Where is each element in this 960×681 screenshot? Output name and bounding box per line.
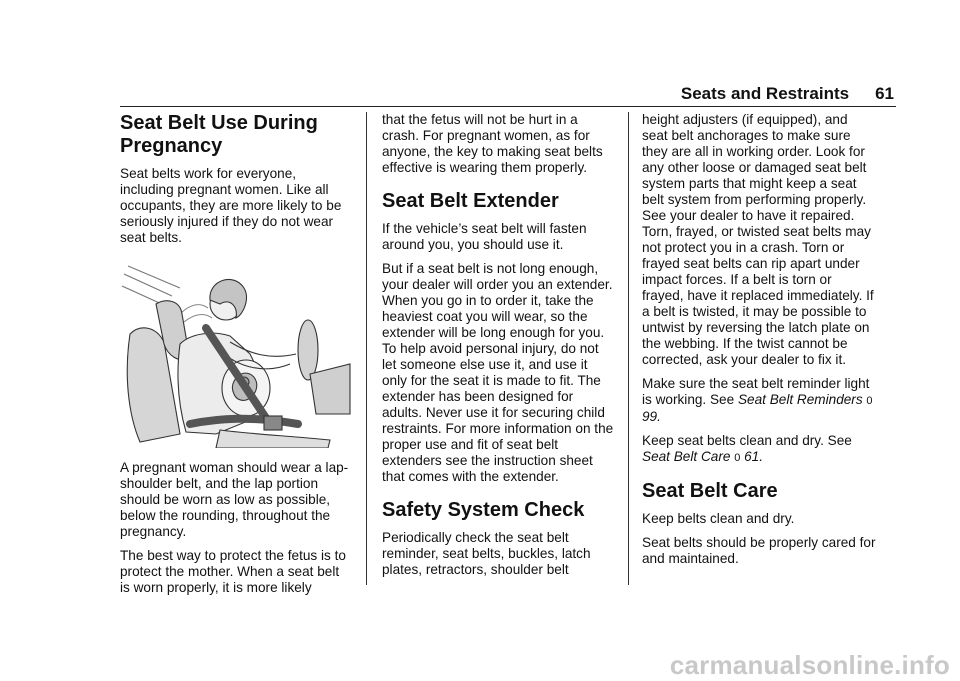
- xref-label: Seat Belt Care: [642, 449, 731, 464]
- heading-seat-belt-care: Seat Belt Care: [642, 480, 778, 502]
- page-ref-icon: 0: [734, 452, 741, 464]
- column-divider: [366, 112, 367, 585]
- paragraph: Periodically check the seat belt reminder, seat belts, buckles, latch plates, retractors, shoulder belt: [382, 530, 591, 577]
- paragraph: But if a seat belt is not long enough, your dealer will order you an extender. When you go in to order it, take the heaviest coat you will wear, so the extender will be long enough for you. To help avoid personal injury, do not let someone else use it, and use it only for the seat it is made to fit. The extender has been designed for adults. Never use it for securing child restraints. For more information on the proper use and fit of seat belt extenders see the instruction sheet that comes with the extender.: [382, 261, 614, 484]
- paragraph: If the vehicle’s seat belt will fasten around you, you should use it.: [382, 221, 587, 252]
- column-1: [120, 112, 352, 604]
- paragraph: Keep belts clean and dry.: [642, 511, 795, 526]
- paragraph: Seat belts work for everyone, including pregnant women. Like all occupants, they are more likely to be seriously injured if they do not wear seat belts.: [120, 166, 342, 245]
- paragraph-care-ref: [642, 433, 876, 466]
- paragraph: Seat belts should be properly cared for and maintained.: [642, 535, 876, 566]
- xref-page: 61: [744, 449, 760, 464]
- paragraph-reminder: [642, 376, 876, 425]
- page-ref-icon: 0: [866, 395, 873, 407]
- section-title: Seats and Restraints: [680, 84, 850, 103]
- heading-safety-system-check: Safety System Check: [382, 499, 585, 521]
- heading-seat-belt-extender: Seat Belt Extender: [382, 190, 559, 212]
- header-rule: [120, 106, 896, 107]
- watermark: carmanualsonline.info: [669, 650, 950, 680]
- reminder-text: Make sure the seat belt reminder light is working. See: [642, 376, 870, 407]
- heading-pregnancy: Seat Belt Use During Pregnancy: [120, 112, 318, 157]
- column-2: [382, 112, 614, 586]
- xref-seat-belt-reminders[interactable]: Seat Belt Reminders 0 99.: [642, 392, 873, 424]
- column-divider: [628, 112, 629, 585]
- care-ref-text: Keep seat belts clean and dry. See: [642, 433, 852, 448]
- paragraph: A pregnant woman should wear a lap-shoulder belt, and the lap portion should be worn as low as possible, below the rounding, throughout the pregnancy.: [120, 460, 349, 539]
- page-number: 61: [875, 84, 894, 103]
- paragraph: height adjusters (if equipped), and seat belt anchorages to make sure they are all in working order. Look for any other loose or damaged seat belt system parts that might keep a seat belt system from performing properly. See your dealer to have it repaired. Torn, frayed, or twisted seat belts may not protect you in a crash. Torn or frayed seat belts can rip apart under impact forces. If a belt is torn or frayed, have it replaced immediately. If a belt is twisted, it may be possible to untwist by reversing the latch plate on the webbing. If the twist cannot be corrected, ask your dealer to fix it.: [642, 112, 874, 367]
- paragraph: The best way to protect the fetus is to protect the mother. When a seat belt is worn properly, it is more likely: [120, 548, 346, 595]
- xref-label: Seat Belt Reminders: [737, 392, 863, 407]
- paragraph: that the fetus will not be hurt in a crash. For pregnant women, as for anyone, the key to making seat belts effective is wearing them properly.: [382, 112, 603, 175]
- page-header: [681, 84, 894, 104]
- xref-seat-belt-care[interactable]: Seat Belt Care 0 61.: [642, 449, 763, 464]
- column-3: [642, 112, 876, 575]
- xref-page: 99: [642, 409, 658, 424]
- pregnant-woman-seatbelt-illustration: [120, 264, 352, 448]
